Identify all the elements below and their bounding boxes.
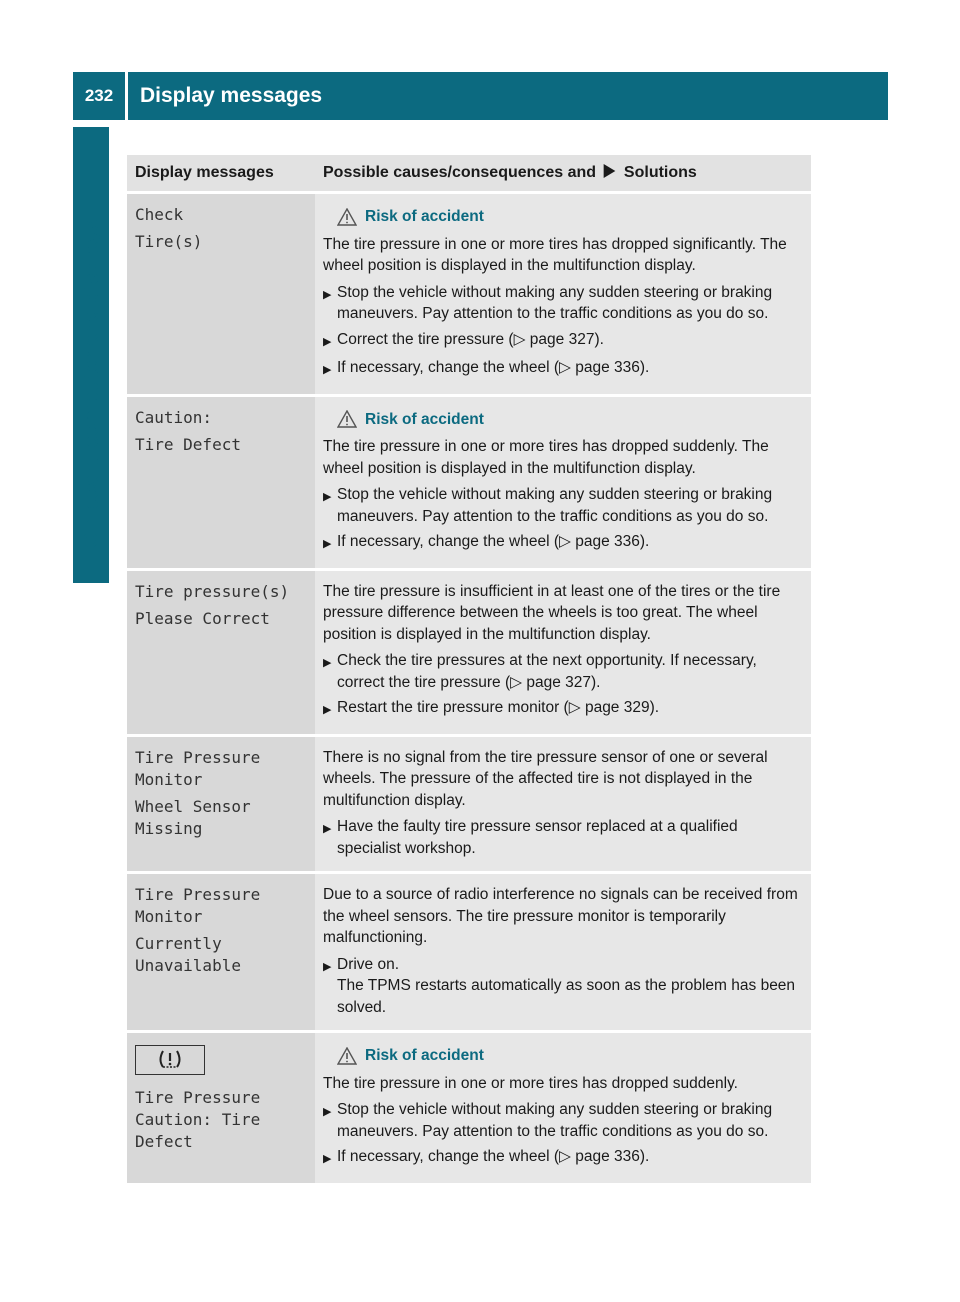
warning-triangle-icon	[337, 1047, 357, 1065]
solution-step	[323, 1146, 803, 1171]
step-arrow-icon: ▶	[323, 335, 332, 348]
solution-step	[323, 650, 803, 693]
message-line: Tire Pressure	[135, 885, 261, 904]
tpms-warning-icon	[135, 1045, 205, 1075]
step-arrow-icon: ▶	[323, 657, 332, 669]
page-number: 232	[73, 72, 125, 120]
table-header-row	[127, 155, 811, 193]
risk-warning-label: Risk of accident	[365, 208, 484, 225]
cause-paragraph: There is no signal from the tire pressure sensor of one or several wheels. The pressure of the affected tire is not displayed in the multifunction display.	[323, 748, 768, 809]
message-line: Check	[135, 205, 184, 224]
risk-warning	[337, 409, 803, 431]
step-arrow-icon: ▶	[323, 1153, 332, 1165]
step-arrow-icon: ▶	[323, 1106, 332, 1118]
message-line: Tire Pressure	[135, 747, 261, 767]
message-line: Tire pressure(s)	[135, 581, 290, 601]
solution-cell	[315, 1032, 811, 1185]
step-arrow-icon: ▶	[323, 538, 332, 550]
message-line: Monitor	[135, 769, 203, 789]
message-line: Unavailable	[135, 956, 241, 975]
risk-warning	[337, 206, 803, 228]
step-text: If necessary, change the wheel (▷ page 336).	[337, 359, 650, 376]
table-row	[127, 735, 811, 873]
solution-step	[323, 1099, 803, 1142]
solution-step	[323, 282, 803, 325]
solution-step	[323, 357, 803, 382]
play-arrow-icon	[603, 164, 616, 178]
table-row	[127, 193, 811, 396]
solution-step	[323, 816, 803, 859]
solution-step	[323, 697, 803, 722]
column-header-solutions-prefix: Possible causes/consequences and	[323, 164, 597, 181]
solution-cell	[315, 569, 811, 735]
step-arrow-icon: ▶	[323, 491, 332, 503]
step-text: Restart the tire pressure monitor (▷ page 329).	[337, 699, 660, 716]
risk-warning-label: Risk of accident	[365, 410, 484, 428]
step-text-line: Drive on.	[337, 955, 400, 973]
solution-cell	[315, 395, 811, 569]
step-text: If necessary, change the wheel (▷ page 336).	[337, 533, 650, 550]
warning-triangle-icon	[337, 208, 357, 226]
message-line: Please Correct	[135, 608, 270, 628]
page-title: Display messages	[128, 72, 888, 120]
solution-cell	[315, 873, 811, 1032]
step-text: Stop the vehicle without making any sudden steering or braking maneuvers. Pay attention to the traffic conditions as you do so.	[337, 486, 773, 525]
message-cell	[127, 873, 315, 1032]
message-line: Currently	[135, 934, 222, 953]
step-text: Have the faulty tire pressure sensor replaced at a qualified specialist workshop.	[337, 818, 738, 857]
step-arrow-icon: ▶	[323, 960, 332, 973]
message-line: Caution: Tire	[135, 1110, 261, 1129]
message-line: Caution:	[135, 407, 213, 427]
message-cell	[127, 569, 315, 735]
solution-step	[323, 954, 803, 1019]
table-row	[127, 1032, 811, 1185]
message-line: Wheel Sensor	[135, 796, 251, 816]
column-header-solutions-suffix-text: Solutions	[623, 164, 697, 181]
step-text: Correct the tire pressure (▷ page 327).	[337, 330, 604, 348]
solution-cell	[315, 193, 811, 396]
step-text: Stop the vehicle without making any sudden steering or braking maneuvers. Pay attention to the traffic conditions as you do so.	[337, 283, 773, 322]
message-line: Tire(s)	[135, 232, 203, 251]
cause-paragraph: The tire pressure in one or more tires has dropped suddenly. The wheel position is displayed in the multifunction display.	[323, 438, 769, 477]
cause-paragraph: The tire pressure is insufficient in at least one of the tires or the tire pressure difference between the wheels is too great. The wheel position is displayed in the multifunction display.	[323, 582, 781, 643]
message-cell	[127, 735, 315, 873]
column-header-messages: Display messages	[127, 155, 315, 193]
message-line: Missing	[135, 818, 203, 838]
message-cell	[127, 1032, 315, 1185]
message-line: Tire Pressure	[135, 1088, 261, 1107]
step-text: Check the tire pressures at the next opportunity. If necessary, correct the tire pressure (▷ page 327).	[337, 652, 757, 691]
message-line: Tire Defect	[135, 434, 241, 454]
step-arrow-icon: ▶	[323, 364, 332, 376]
column-header-solutions	[315, 155, 811, 193]
section-side-label: On-board computer and displays	[80, 218, 103, 548]
warning-triangle-icon	[337, 410, 357, 428]
message-line: Defect	[135, 1132, 193, 1151]
solution-step	[323, 531, 803, 556]
step-arrow-icon: ▶	[323, 704, 332, 716]
step-text: Stop the vehicle without making any sudden steering or braking maneuvers. Pay attention to the traffic conditions as you do so.	[337, 1101, 773, 1140]
solution-step	[323, 484, 803, 527]
cause-paragraph: Due to a source of radio interference no signals can be received from the wheel sensors. The tire pressure monitor is temporarily malfunctioning.	[323, 886, 798, 946]
cause-paragraph: The tire pressure in one or more tires has dropped significantly. The wheel position is displayed in the multifunction display.	[323, 235, 787, 274]
message-line: Monitor	[135, 907, 203, 926]
message-cell	[127, 395, 315, 569]
solution-step	[323, 329, 803, 354]
cause-paragraph: The tire pressure in one or more tires has dropped suddenly.	[323, 1074, 738, 1092]
step-arrow-icon: ▶	[323, 288, 332, 301]
table-row	[127, 395, 811, 569]
risk-warning-label: Risk of accident	[365, 1047, 484, 1064]
step-text: If necessary, change the wheel (▷ page 336).	[337, 1148, 650, 1165]
display-messages-table	[127, 155, 811, 1186]
message-cell	[127, 193, 315, 396]
step-text-line: The TPMS restarts automatically as soon as the problem has been solved.	[337, 977, 796, 1016]
step-text	[337, 954, 803, 1019]
step-arrow-icon: ▶	[323, 823, 332, 835]
risk-warning	[337, 1045, 803, 1067]
solution-cell	[315, 735, 811, 873]
table-row	[127, 873, 811, 1032]
table-row	[127, 569, 811, 735]
